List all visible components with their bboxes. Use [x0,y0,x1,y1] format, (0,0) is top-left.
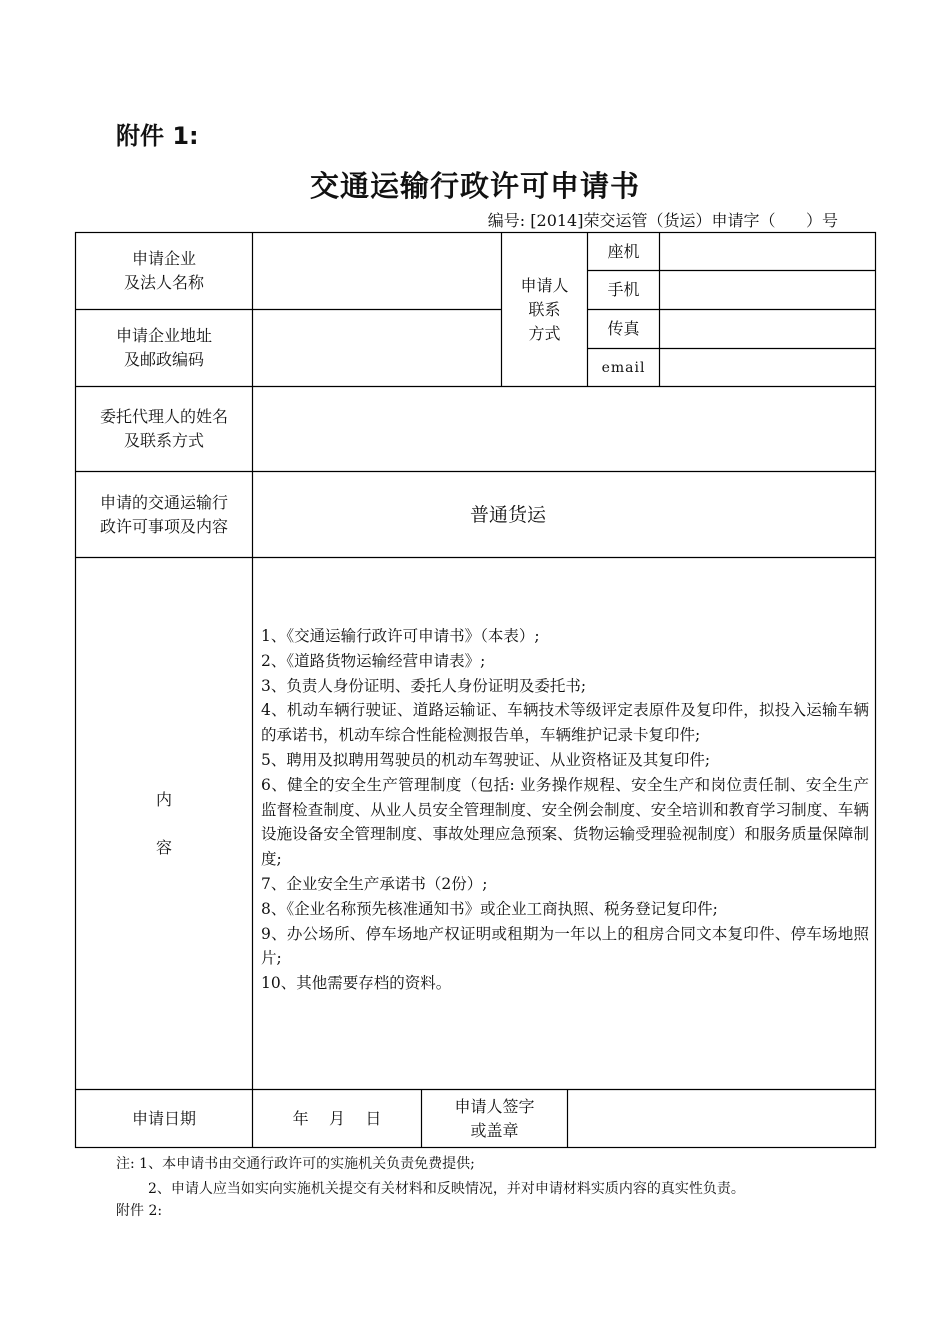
serial-number: 编号: [2014]荣交运管（货运）申请字（ ）号 [487,211,838,230]
address-field[interactable] [253,310,501,386]
mobile-label: 手机 [607,280,640,299]
list-item: 9、办公场所、停车场地产权证明或租期为一年以上的租房合同文本复印件、停车场地照片; [261,924,869,968]
list-item: 5、聘用及拟聘用驾驶员的机动车驾驶证、从业资格证及其复印件; [261,750,711,769]
date-field[interactable]: 年 月 日 [292,1108,382,1128]
fax-field[interactable] [660,310,875,348]
list-item: 4、机动车辆行驶证、道路运输证、车辆技术等级评定表原件及复印件，拟投入运输车辆的承诺书，机动车综合性能检测报告单，车辆维护记录卡复印件; [261,701,869,745]
notes [116,1152,745,1202]
list-item: 2、《道路货物运输经营申请表》; [261,651,486,670]
note-1: 注: 1、本申请书由交通行政许可的实施机关负责免费提供; [116,1156,475,1172]
signature-label: 申请人签字 或盖章 [454,1096,535,1140]
agent-field[interactable] [253,387,875,471]
list-item: 1、《交通运输行政许可申请书》（本表）; [261,627,540,645]
date-label: 申请日期 [131,1108,196,1128]
address-label: 申请企业地址 及邮政编码 [115,326,212,369]
materials-list [261,624,869,996]
list-item: 10、其他需要存档的资料。 [261,974,452,993]
list-item: 8、《企业名称预先核准通知书》或企业工商执照、税务登记复印件; [261,899,718,918]
permit-item-value: 普通货运 [469,503,546,526]
landline-field[interactable] [660,233,875,270]
content-label: 内 容 [155,789,172,857]
contact-method-label: 申请人 联系 方式 [520,275,569,343]
page-title: 交通运输行政许可申请书 [309,169,640,203]
permit-item-label: 申请的交通运输行 政许可事项及内容 [99,492,228,536]
fax-label: 传真 [607,319,640,338]
attachment-2-heading: 附件 2: [116,1203,163,1219]
note-2: 2、申请人应当如实向实施机关提交有关材料和反映情况，并对申请材料实质内容的真实性负责。 [148,1181,745,1197]
list-item: 6、健全的安全生产管理制度（包括: 业务操作规程、安全生产和岗位责任制、安全生产监督检查制度、从业人员安全管理制度、安全例会制度、安全培训和教育学习制度、车辆设施设备安全管理制度、事故处理应急预案、货物运输受理验视制度）和服务质量保障制度; [261,775,869,869]
mobile-field[interactable] [660,271,875,309]
signature-field[interactable] [568,1090,875,1147]
attachment-heading: 附件 1: [116,122,199,150]
list-item: 7、企业安全生产承诺书（2份）; [261,874,488,893]
list-item: 3、负责人身份证明、委托人身份证明及委托书; [261,676,587,695]
landline-label: 座机 [607,241,640,261]
email-field[interactable] [660,349,875,386]
agent-label: 委托代理人的姓名 及联系方式 [99,407,228,450]
applicant-name-label: 申请企业 及法人名称 [123,249,204,292]
applicant-name-field[interactable] [253,233,501,309]
email-label: email [601,359,646,376]
